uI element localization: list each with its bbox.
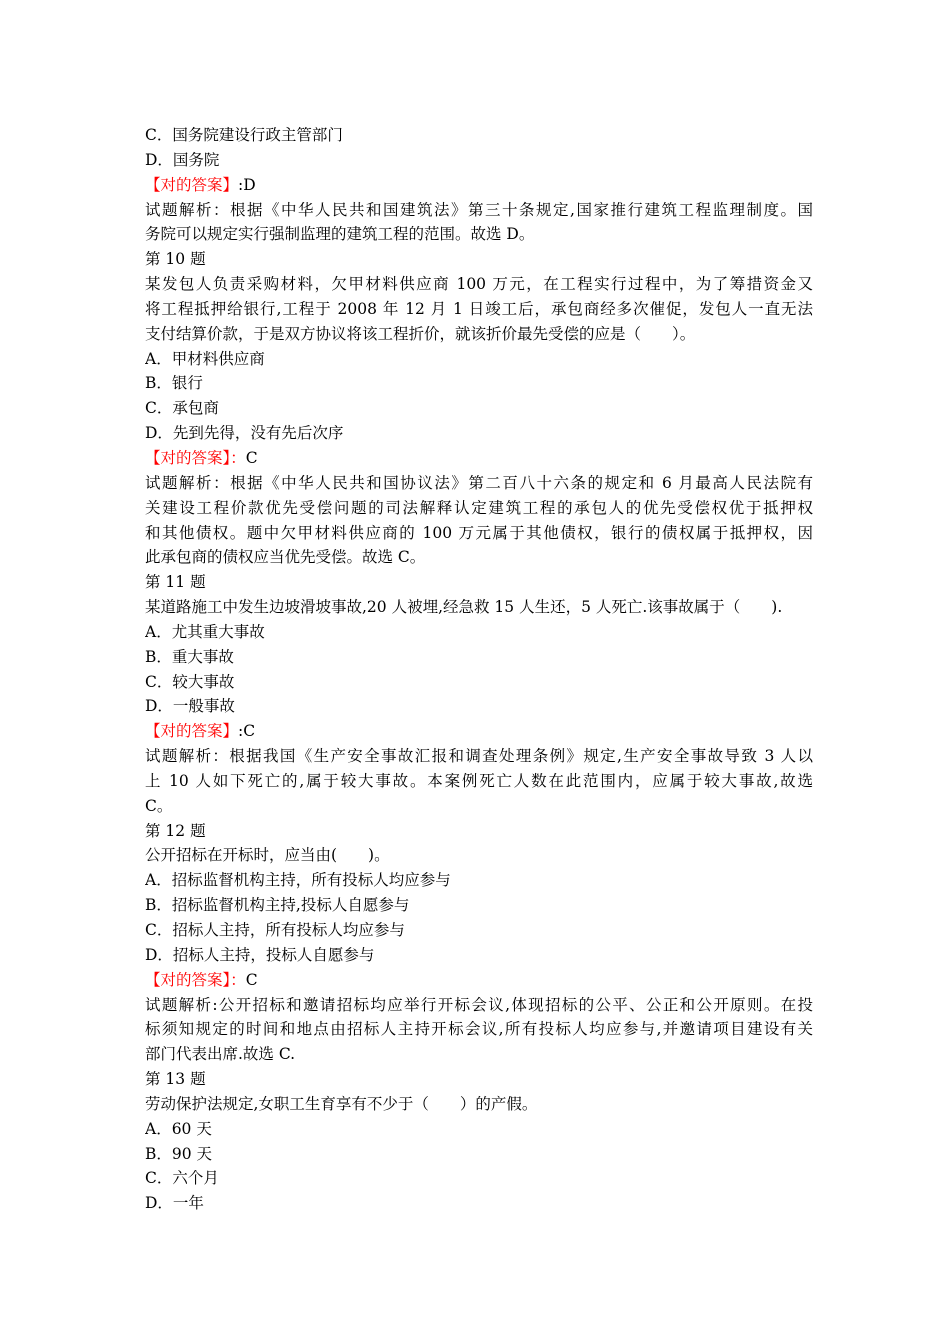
answer-value: :C [238,722,256,741]
answer-line [145,446,813,471]
answer-value: C [245,970,258,989]
text-line: 某道路施工中发生边坡滑坡事故,20 人被埋,经急救 15 人生还，5 人死亡.该事故属于（ ). [145,598,783,617]
answer-line [145,968,813,993]
text-line: 第 11 题 [145,573,206,592]
text-line: 和其他债权。题中欠甲材料供应商的 100 万元属于其他债权，银行的债权属于抵押权，因 [145,523,813,542]
answer-label: 【对的答案】 [145,722,239,741]
text-line: 此承包商的债权应当优先受偿。故选 C。 [145,548,426,567]
text-line: B．招标监督机构主持,投标人自愿参与 [145,896,410,915]
answer-label: 【对的答案】 [145,175,239,194]
answer-line [145,719,813,744]
text-line: 第 10 题 [145,250,206,269]
text-line: C．六个月 [145,1169,219,1188]
text-line: 试题解析:公开招标和邀请招标均应举行开标会议,体现招标的公平、公正和公开原则。在投 [145,995,813,1014]
text-line: 试题解析：根据《中华人民共和国建筑法》第三十条规定,国家推行建筑工程监理制度。国 [145,200,813,219]
text-line: 将工程抵押给银行,工程于 2008 年 12 月 1 日竣工后，承包商经多次催促，发包人一直无法 [145,299,813,318]
text-line: 标须知规定的时间和地点由招标人主持开标会议,所有投标人均应参与,并邀请项目建设有关 [145,1020,813,1039]
text-line: 上 10 人如下死亡的,属于较大事故。本案例死亡人数在此范围内，应属于较大事故,故选 [145,771,813,790]
text-line: A．甲材料供应商 [145,349,265,368]
text-line: A．60 天 [145,1119,212,1138]
text-line: 公开招标在开标时，应当由( )。 [145,846,390,865]
text-line: 务院可以规定实行强制监理的建筑工程的范围。故选 D。 [145,225,535,244]
text-line: B．银行 [145,374,203,393]
text-line: D．国务院 [145,150,220,169]
text-line: 部门代表出席.故选 C. [145,1045,296,1064]
answer-value: :D [238,175,256,194]
text-line: A．招标监督机构主持，所有投标人均应参与 [145,871,451,890]
text-line: 试题解析：根据我国《生产安全事故汇报和调查处理条例》规定,生产安全事故导致 3 人以 [145,747,813,766]
text-line: B．90 天 [145,1144,213,1163]
document-page [145,123,813,1216]
text-line: C。 [145,796,173,815]
text-line: A．尤其重大事故 [145,622,265,641]
text-line: C．国务院建设行政主管部门 [145,126,343,144]
text-line: 试题解析：根据《中华人民共和国协议法》第二百八十六条的规定和 6 月最高人民法院有 [145,473,813,492]
answer-label: 【对的答案】： [145,448,246,467]
answer-value: C [245,448,258,467]
answer-label: 【对的答案】： [145,970,246,989]
text-line: D．先到先得，没有先后次序 [145,424,344,443]
text-line: 第 13 题 [145,1070,206,1089]
text-line: 第 12 题 [145,821,206,840]
text-line: C．较大事故 [145,672,235,691]
text-line: D．一般事故 [145,697,235,716]
text-line: C．承包商 [145,399,219,418]
text-line: B．重大事故 [145,647,234,666]
text-line: 劳动保护法规定,女职工生育享有不少于（ ）的产假。 [145,1094,538,1113]
text-line: 支付结算价款，于是双方协议将该工程折价，就该折价最先受偿的应是（ ）。 [145,324,696,343]
text-line: C．招标人主持，所有投标人均应参与 [145,921,405,939]
text-line: D．招标人主持，投标人自愿参与 [145,945,375,964]
text-line: 关建设工程价款优先受偿问题的司法解释认定建筑工程的承包人的优先受偿权优于抵押权 [145,498,813,517]
text-line: D．一年 [145,1194,204,1213]
text-line: 某发包人负责采购材料，欠甲材料供应商 100 万元，在工程实行过程中，为了筹措资金又 [145,275,813,294]
answer-line [145,173,813,198]
